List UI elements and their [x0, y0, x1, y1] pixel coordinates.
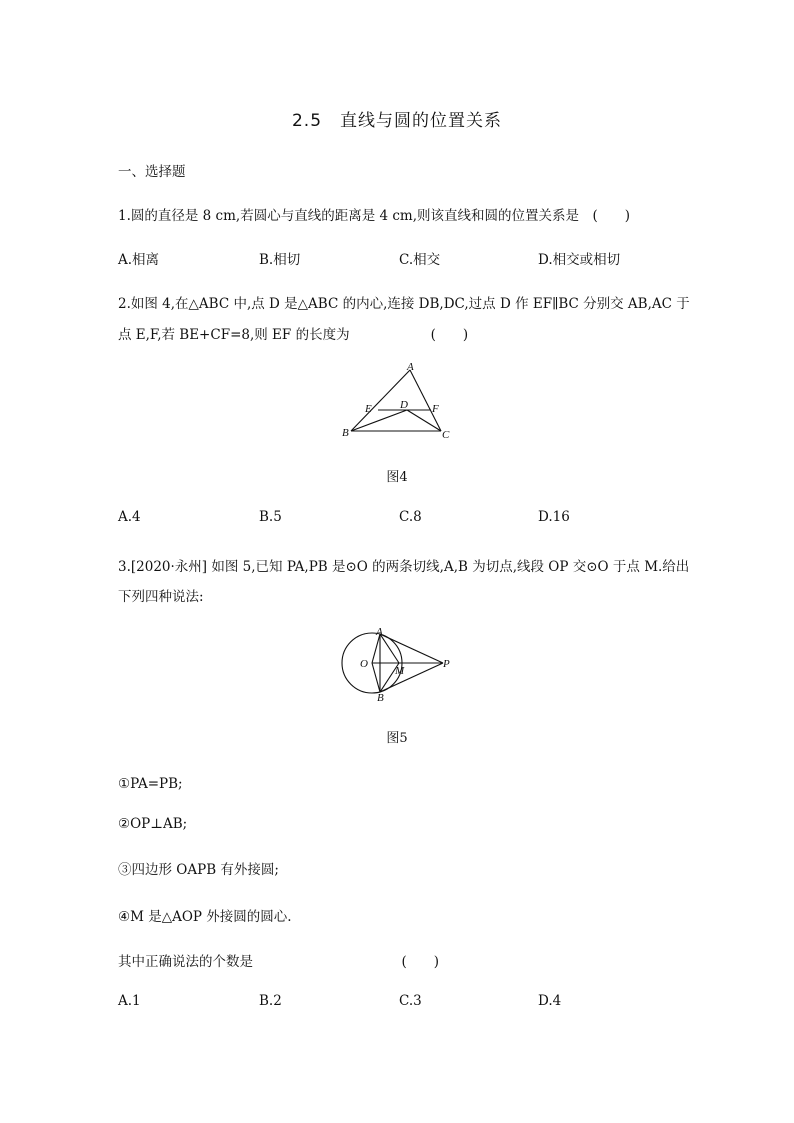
figure-5-circle-tangents: [330, 625, 470, 705]
question-3-statement-2: ②OP⊥AB;: [118, 816, 188, 832]
question-3-stem-line-2: 下列四种说法:: [118, 589, 204, 605]
figure-5-caption: 图5: [386, 731, 408, 746]
figure-4-label-e: E: [365, 403, 372, 415]
question-1-option-a: A.相离: [118, 252, 160, 268]
question-3-option-d: D.4: [538, 993, 562, 1009]
question-3-question: 其中正确说法的个数是 ( ): [118, 954, 440, 970]
page-title: 2.5 直线与圆的位置关系: [291, 111, 503, 131]
section-heading: 一、选择题: [118, 164, 186, 180]
question-1-stem: 1.圆的直径是 8 cm,若圆心与直线的距离是 4 cm,则该直线和圆的位置关系是 ( ): [118, 208, 631, 224]
figure-5-label-a: A: [376, 626, 383, 638]
question-2-option-a: A.4: [118, 509, 141, 525]
figure-4-label-c: C: [442, 429, 450, 441]
question-2-stem-line-1: 2.如图 4,在△ABC 中,点 D 是△ABC 的内心,连接 DB,DC,过点 D 作 EF∥BC 分别交 AB,AC 于: [118, 296, 690, 312]
question-3-statement-3: ③四边形 OAPB 有外接圆;: [118, 862, 279, 878]
question-3-stem-line-1: 3.[2020·永州] 如图 5,已知 PA,PB 是⊙O 的两条切线,A,B 为切点,线段 OP 交⊙O 于点 M.给出: [118, 559, 690, 575]
figure-4-label-f: F: [432, 403, 439, 415]
question-3-statement-4: ④M 是△AOP 外接圆的圆心.: [118, 909, 292, 925]
question-3-option-c: C.3: [399, 993, 422, 1009]
figure-5-label-o: O: [360, 658, 368, 670]
figure-4-label-d: D: [400, 399, 408, 411]
question-3-statement-1: ①PA=PB;: [118, 776, 183, 792]
question-1-option-b: B.相切: [259, 252, 301, 268]
question-2-option-c: C.8: [399, 509, 422, 525]
figure-5-label-m: M: [395, 665, 405, 677]
question-3-option-b: B.2: [259, 993, 282, 1009]
figure-4-caption: 图4: [386, 470, 408, 485]
question-1-option-d: D.相交或相切: [538, 252, 621, 268]
figure-5-label-b: B: [377, 692, 384, 704]
question-3-option-a: A.1: [118, 993, 141, 1009]
question-1-option-c: C.相交: [399, 252, 441, 268]
question-2-option-d: D.16: [538, 509, 570, 525]
figure-4-label-a: A: [407, 361, 414, 373]
figure-5-label-p: P: [443, 658, 450, 670]
question-2-stem-line-2: 点 E,F,若 BE+CF=8,则 EF 的长度为 ( ): [118, 327, 469, 343]
figure-4-triangle: [330, 355, 470, 445]
figure-4-label-b: B: [342, 427, 349, 439]
question-2-option-b: B.5: [259, 509, 282, 525]
